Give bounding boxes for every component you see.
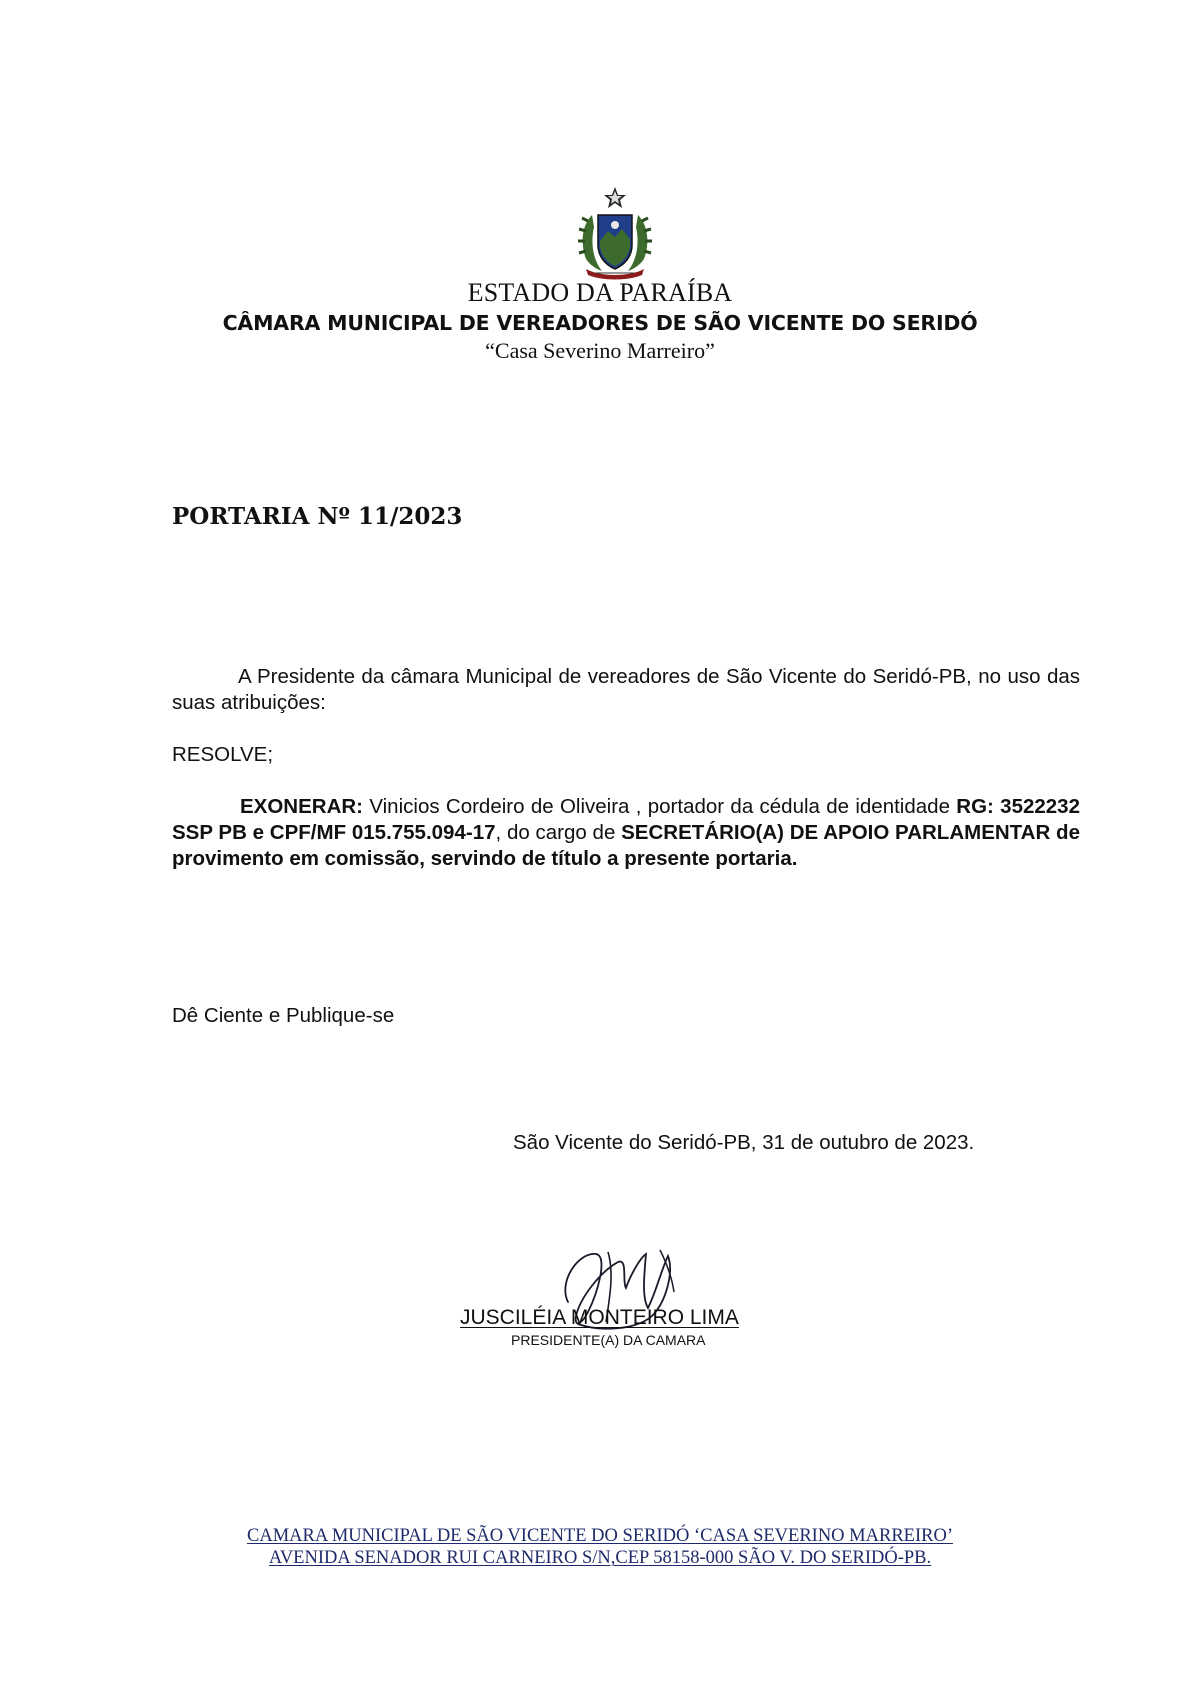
footer-line-2: AVENIDA SENADOR RUI CARNEIRO S/N,CEP 58158-000 SÃO V. DO SERIDÓ-PB. [268, 1548, 932, 1568]
header-chamber-name: CÂMARA MUNICIPAL DE VEREADORES DE SÃO VICENTE DO SERIDÓ [222, 311, 978, 335]
decision-cargo: SECRETÁRIO(A) DE APOIO PARLAMENTAR de provimento em comissão, servindo de título a presente portaria. [172, 821, 1080, 870]
signatory-role: PRESIDENTE(A) DA CAMARA [511, 1332, 706, 1348]
document-title: PORTARIA Nº 11/2023 [172, 503, 463, 530]
coat-of-arms-icon [572, 185, 658, 281]
decision-name: Vinicios Cordeiro de Oliveira , portador da cédula de identidade [363, 795, 957, 818]
intro-paragraph: A Presidente da câmara Municipal de vereadores de São Vicente do Seridó-PB, no uso das suas atribuições: [172, 665, 1080, 714]
footer-line-1: CAMARA MUNICIPAL DE SÃO VICENTE DO SERIDÓ ‘CASA SEVERINO MARREIRO’ [247, 1526, 953, 1546]
signatory-name: JUSCILÉIA MONTEIRO LIMA [460, 1306, 739, 1329]
decision-id-numbers: RG: 3522232 SSP PB e CPF/MF 015.755.094-17 [172, 795, 1080, 844]
resolve-line: RESOLVE; [172, 743, 274, 766]
header-house-name: “Casa Severino Marreiro” [485, 338, 715, 363]
decision-cargo-intro: , do cargo de [495, 821, 622, 844]
header-state: ESTADO DA PARAÍBA [467, 278, 733, 307]
decision-verb: EXONERAR: [240, 795, 364, 818]
date-line: São Vicente do Seridó-PB, 31 de outubro de 2023. [513, 1131, 975, 1154]
decision-paragraph [172, 794, 1080, 872]
closing-line: Dê Ciente e Publique-se [172, 1004, 395, 1027]
